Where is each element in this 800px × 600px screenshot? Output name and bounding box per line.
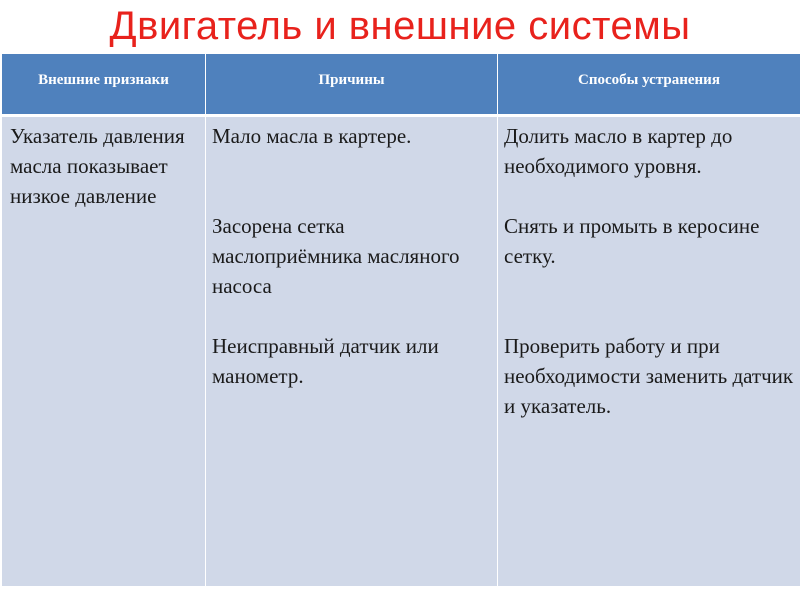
remedy-item: Проверить работу и при необходимости заменить датчик и указатель. — [504, 334, 794, 418]
header-symptoms: Внешние признаки — [2, 54, 206, 116]
slide-title: Двигатель и внешние системы — [109, 4, 691, 48]
remedy-item: Долить масло в картер до необходимого уровня. — [504, 124, 733, 178]
table-header-row — [2, 54, 800, 116]
symptom-cell — [2, 116, 206, 587]
header-remedies: Способы устранения — [498, 54, 800, 116]
table-row — [2, 116, 800, 587]
cause-item: Мало масла в картере. — [212, 124, 412, 148]
cause-item: Неисправный датчик или манометр. — [212, 334, 439, 388]
causes-cell — [206, 116, 498, 587]
cause-item: Засорена сетка маслоприёмника масляного насоса — [212, 214, 460, 298]
remedy-item: Снять и промыть в керосине сетку. — [504, 214, 760, 268]
remedies-cell — [498, 116, 800, 587]
symptom-text: Указатель давления масла показывает низкое давление — [10, 124, 185, 208]
diagnostics-table — [1, 54, 800, 586]
header-causes: Причины — [206, 54, 498, 116]
